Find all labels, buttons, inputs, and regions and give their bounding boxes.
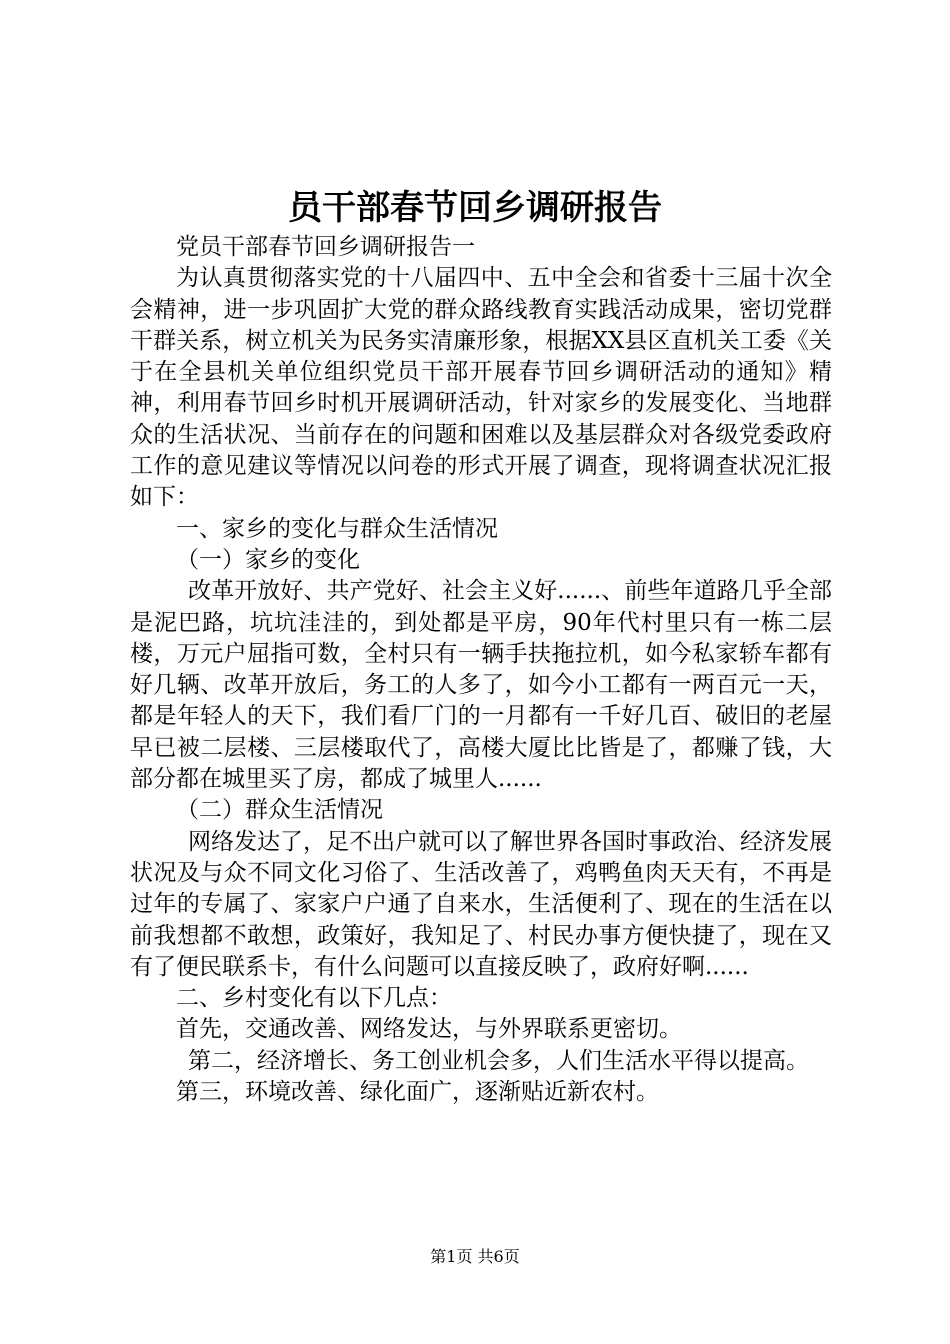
list-item-third: 第三，环境改善、绿化面广，逐渐贴近新农村。: [176, 1079, 659, 1106]
paragraph-intro: 为认真贯彻落实党的十八届四中、五中全会和省委十三届十次全会精神，进一步巩固扩大党的群众路线教育实践活动成果，密切党群干群关系，树立机关为民务实清廉形象，根据XX县区直机关工委《关于在全县机关单位组织党员干部开展春节回乡调研活动的通知》精神，利用春节回乡时机开展调研活动，针对家乡的发展变化、当地群众的生活状况、当前存在的问题和困难以及基层群众对各级党委政府工作的意见建议等情况以问卷的形式开展了调查，现将调查状况汇报如下：: [130, 265, 832, 511]
document-title: 员干部春节回乡调研报告: [288, 188, 662, 228]
list-item-first: 首先，交通改善、网络发达，与外界联系更密切。: [176, 1016, 682, 1043]
section-heading-2: 二、乡村变化有以下几点：: [176, 985, 452, 1012]
section-heading-1: 一、家乡的变化与群众生活情况: [176, 515, 498, 542]
subsection-heading-2: （二）群众生活情况: [176, 797, 383, 824]
list-item-second: 第二，经济增长、务工创业机会多，人们生活水平得以提高。: [188, 1047, 809, 1074]
document-body: [130, 232, 832, 1108]
page-footer: 第1页 共6页: [430, 1247, 520, 1266]
paragraph-subtitle: 党员干部春节回乡调研报告一: [176, 234, 475, 260]
subsection-heading-1: （一）家乡的变化: [176, 546, 360, 573]
paragraph-living-conditions: 网络发达了，足不出户就可以了解世界各国时事政治、经济发展状况及与众不同文化习俗了、生活改善了，鸡鸭鱼肉天天有，不再是过年的专属了、家家户户通了自来水，生活便利了、现在的生活在以前我想都不敢想，政策好，我知足了、村民办事方便快捷了，现在又有了便民联系卡，有什么问题可以直接反映了，政府好啊......: [130, 828, 832, 980]
paragraph-hometown-changes: 改革开放好、共产党好、社会主义好......、前些年道路几乎全部是泥巴路，坑坑洼洼的，到处都是平房，90年代村里只有一栋二层楼，万元户屈指可数，全村只有一辆手扶拖拉机，如今私家轿车都有好几辆、改革开放后，务工的人多了，如今小工都有一两百元一天，都是年轻人的天下，我们看厂门的一月都有一千好几百、破旧的老屋早已被二层楼、三层楼取代了，高楼大厦比比皆是了，都赚了钱，大部分都在城里买了房，都成了城里人......: [130, 578, 832, 793]
